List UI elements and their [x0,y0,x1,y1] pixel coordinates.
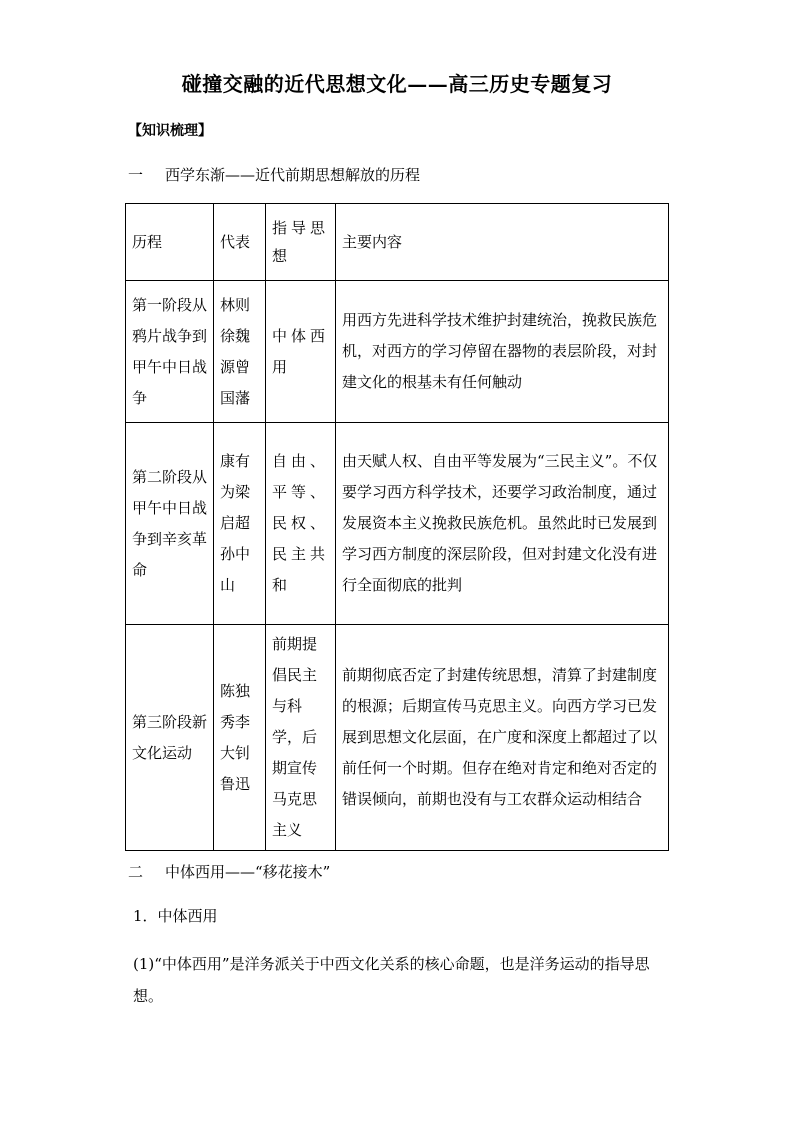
table-header-cell: 代表 [214,204,266,281]
section-number: 一 [128,166,144,184]
table-row [126,281,669,423]
section-title: 西学东渐——近代前期思想解放的历程 [165,166,421,184]
knowledge-header: 【知识梳理】 [128,123,212,139]
body-paragraph: (1)“中体西用”是洋务派关于中西文化关系的核心命题，也是洋务运动的指导思想。 [133,955,650,1005]
stage-cell: 第三阶段新文化运动 [126,625,214,851]
content-cell: 用西方先进科学技术维护封建统治，挽救民族危机，对西方的学习停留在器物的表层阶段，对封建文化的根基未有任何触动 [336,281,669,423]
content-cell: 前期彻底否定了封建传统思想，清算了封建制度的根源；后期宣传马克思主义。向西方学习已发展到思想文化层面，在广度和深度上都超过了以前任何一个时期。但存在绝对肯定和绝对否定的错误倾向，前期也没有与工农群众运动相结合 [336,625,669,851]
guiding-thought-cell: 自由、平等、民权、民主共和 [266,423,336,625]
section-title: 中体西用——“移花接木” [165,863,331,881]
subsection-heading: 1．中体西用 [133,907,218,925]
guiding-thought-cell: 中体西用 [266,281,336,423]
stage-cell: 第一阶段从鸦片战争到甲午中日战争 [126,281,214,423]
stage-cell: 第二阶段从甲午中日战争到辛亥革命 [126,423,214,625]
table-header-cell: 历程 [126,204,214,281]
table-header-cell: 主要内容 [336,204,669,281]
document-title: 碰撞交融的近代思想文化——高三历史专题复习 [181,72,613,96]
content-cell: 由天赋人权、自由平等发展为“三民主义”。不仅要学习西方科学技术，还要学习政治制度，通过发展资本主义挽救民族危机。虽然此时已发展到学习西方制度的深层阶段，但对封建文化没有进行全面彻底的批判 [336,423,669,625]
section-number: 二 [128,863,144,881]
history-table [125,203,669,851]
table-row [126,625,669,851]
table-header-cell: 指导思想 [266,204,336,281]
representatives-cell: 康有为梁启超孙中山 [214,423,266,625]
section-heading-2 [128,861,330,882]
table-row [126,423,669,625]
guiding-thought-cell: 前期提倡民主与科学，后期宣传马克思主义 [266,625,336,851]
representatives-cell: 林则徐魏源曾国藩 [214,281,266,423]
table-header-row [126,204,669,281]
section-heading-1 [128,164,420,185]
representatives-cell: 陈独秀李大钊鲁迅 [214,625,266,851]
